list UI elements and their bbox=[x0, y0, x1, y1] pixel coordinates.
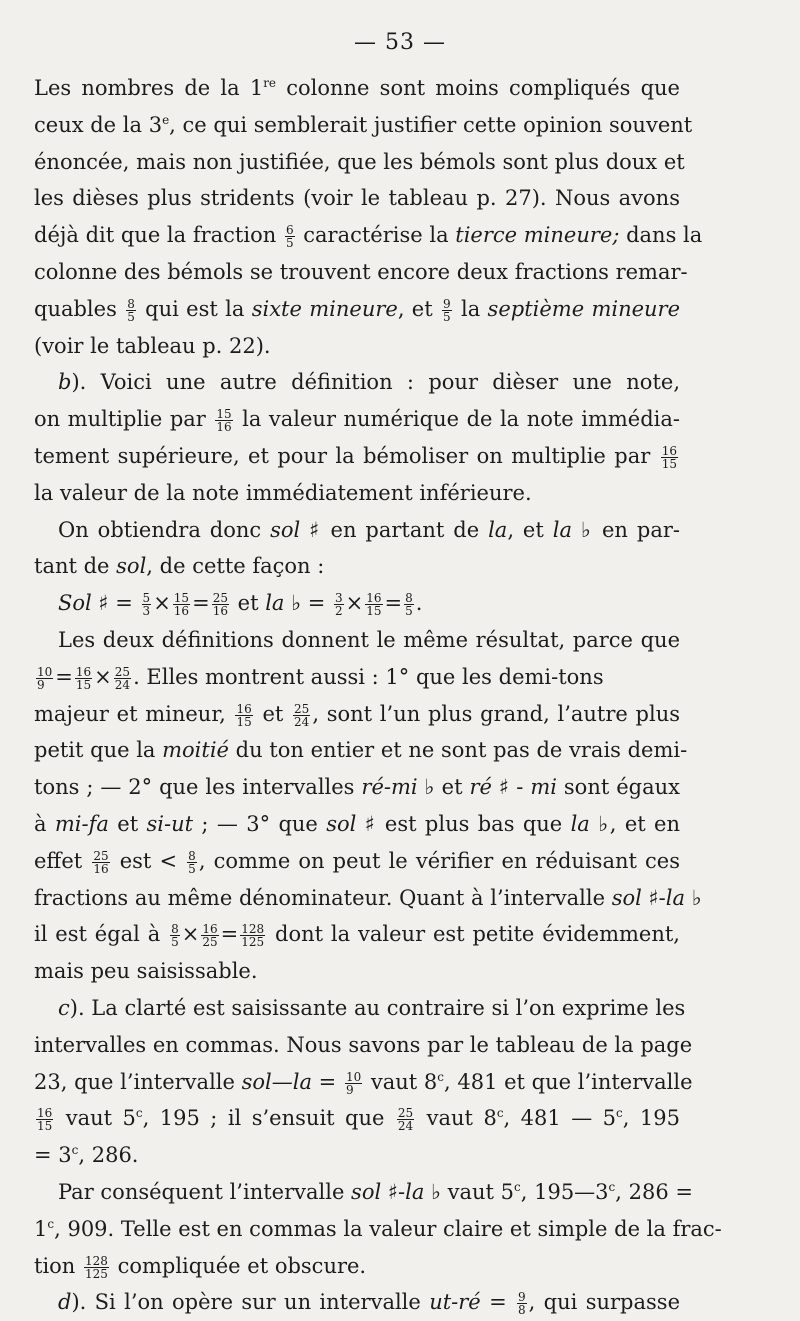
fraction-numerator: 10 bbox=[37, 664, 53, 679]
text-run: ♭ vaut 5 bbox=[424, 1179, 515, 1204]
text-run: , sont l’un plus grand, l’autre plus bbox=[312, 701, 680, 726]
text-line bbox=[34, 1174, 693, 1211]
text-run: , de cette façon : bbox=[146, 554, 325, 579]
fraction bbox=[142, 592, 152, 617]
text-run: , qui surpasse bbox=[528, 1290, 680, 1315]
fraction-numerator: 25 bbox=[294, 701, 310, 716]
italic-run: c bbox=[58, 995, 70, 1020]
text-run: déjà dit que la fraction bbox=[34, 223, 283, 248]
text-line bbox=[34, 1027, 693, 1064]
text-line bbox=[34, 990, 686, 1027]
text-run: , 195 bbox=[622, 1106, 680, 1131]
fraction bbox=[212, 592, 229, 617]
text-run: ♭ = bbox=[284, 591, 332, 616]
text-run: tement supérieure, et pour la bémoliser on multiplie par bbox=[34, 443, 659, 468]
text-run: ♯ est plus bas que bbox=[356, 811, 571, 836]
italic-run: tierce mineure; bbox=[455, 223, 620, 248]
fraction bbox=[345, 1071, 362, 1096]
text-line bbox=[34, 512, 680, 549]
fraction-denominator: 5 bbox=[127, 309, 135, 324]
fraction-denominator: 16 bbox=[93, 861, 109, 876]
fraction-denominator: 25 bbox=[202, 935, 218, 950]
fraction-denominator: 9 bbox=[345, 1082, 354, 1097]
fraction bbox=[173, 592, 190, 617]
text-run: vaut 8 bbox=[364, 1069, 438, 1094]
superscript: c bbox=[437, 1069, 445, 1084]
text-run: ♯- bbox=[381, 1179, 406, 1204]
text-line bbox=[34, 916, 680, 953]
italic-run: septième mineure bbox=[487, 296, 681, 321]
text-run: , et bbox=[397, 296, 441, 321]
fraction bbox=[84, 1255, 109, 1280]
text-run: ceux de la 3 bbox=[34, 112, 163, 137]
text-line bbox=[34, 438, 680, 475]
fraction-denominator: 15 bbox=[75, 677, 92, 692]
fraction-numerator: 5 bbox=[142, 591, 151, 606]
text-line bbox=[34, 1100, 680, 1137]
page-number: — 53 — bbox=[354, 30, 446, 55]
fraction bbox=[126, 298, 136, 323]
fraction bbox=[215, 408, 232, 433]
text-line bbox=[34, 806, 680, 843]
text-line bbox=[34, 364, 680, 401]
fraction-numerator: 8 bbox=[405, 591, 413, 606]
fraction-denominator: 8 bbox=[518, 1303, 526, 1318]
fraction-numerator: 128 bbox=[241, 922, 265, 937]
italic-run: sol bbox=[326, 811, 357, 836]
fraction-denominator: 5 bbox=[285, 236, 294, 251]
text-run: vaut 8 bbox=[416, 1106, 497, 1131]
fraction-denominator: 125 bbox=[85, 1266, 108, 1281]
italic-run: Sol bbox=[58, 591, 92, 616]
text-run: dont la valeur est petite évidemment, bbox=[267, 922, 680, 947]
fraction-denominator: 16 bbox=[173, 604, 190, 619]
text-run: = 3 bbox=[34, 1143, 72, 1168]
fraction-denominator: 15 bbox=[661, 456, 677, 471]
text-run: Les nombres de la 1 bbox=[34, 76, 264, 100]
text-run: × bbox=[153, 591, 171, 616]
text-run: On obtiendra donc bbox=[58, 517, 271, 542]
text-run: petit que la bbox=[34, 738, 163, 763]
text-run: énoncée, mais non justifiée, que les bémols sont plus doux et bbox=[34, 149, 685, 174]
text-run: et bbox=[254, 701, 292, 726]
text-run: × bbox=[345, 591, 364, 616]
text-line bbox=[34, 585, 680, 622]
fraction-numerator: 10 bbox=[345, 1069, 362, 1084]
italic-run: sol—la bbox=[241, 1069, 312, 1094]
fraction-denominator: 15 bbox=[236, 714, 252, 729]
fraction bbox=[404, 592, 414, 617]
italic-run: d bbox=[58, 1290, 72, 1315]
text-run: vaut 5 bbox=[55, 1106, 136, 1131]
fraction bbox=[240, 923, 265, 948]
text-run: , 286. bbox=[78, 1143, 139, 1168]
text-run: , 286 = bbox=[615, 1179, 693, 1204]
text-run: il est égal à bbox=[34, 922, 169, 947]
text-line bbox=[34, 107, 693, 144]
text-run: la valeur de la note immédiatement inférieure. bbox=[34, 480, 532, 505]
text-run: la bbox=[453, 296, 488, 321]
text-run: , 195 ; il s’ensuit que bbox=[142, 1106, 395, 1131]
italic-run: la bbox=[265, 591, 285, 616]
text-run: du ton entier et ne sont pas de vrais demi- bbox=[228, 738, 688, 763]
text-line bbox=[34, 880, 702, 917]
fraction-denominator: 24 bbox=[397, 1119, 414, 1134]
fraction-numerator: 8 bbox=[171, 922, 179, 937]
fraction-numerator: 25 bbox=[93, 848, 109, 863]
italic-run: la bbox=[665, 885, 686, 910]
text-run: mais peu saisissable. bbox=[34, 959, 258, 984]
italic-run: si-ut bbox=[146, 811, 194, 836]
text-run: 1 bbox=[34, 1216, 48, 1241]
text-run: tons ; — 2° que les intervalles bbox=[34, 775, 362, 800]
text-body bbox=[34, 70, 722, 1321]
fraction-numerator: 16 bbox=[236, 701, 252, 716]
text-line bbox=[34, 144, 685, 181]
text-run: , ce qui semblerait justifier cette opinion souvent bbox=[169, 112, 693, 137]
fraction bbox=[201, 923, 218, 948]
text-line bbox=[34, 1064, 693, 1101]
text-line bbox=[34, 1137, 680, 1174]
text-run: 23, que l’intervalle bbox=[34, 1069, 242, 1094]
text-run: on multiplie par bbox=[34, 407, 214, 432]
italic-run: mi-fa bbox=[54, 811, 109, 836]
fraction bbox=[170, 923, 180, 948]
superscript: re bbox=[263, 76, 277, 90]
text-run: à bbox=[34, 811, 55, 836]
text-line bbox=[34, 1248, 680, 1285]
text-line bbox=[34, 328, 680, 365]
italic-run: sol bbox=[611, 885, 642, 910]
text-run: ; — 3° que bbox=[193, 811, 327, 836]
italic-run: sol bbox=[351, 1179, 382, 1204]
italic-run: la bbox=[552, 517, 572, 542]
text-run: = bbox=[384, 591, 403, 616]
text-run: = bbox=[192, 591, 210, 616]
superscript: c bbox=[135, 1106, 143, 1121]
text-run: fractions au même dénominateur. Quant à l’intervalle bbox=[34, 885, 612, 910]
italic-run: la bbox=[570, 811, 590, 836]
text-run: . bbox=[415, 591, 423, 616]
fraction-numerator: 25 bbox=[212, 591, 228, 606]
text-line bbox=[34, 401, 680, 438]
fraction bbox=[517, 1291, 527, 1316]
fraction-numerator: 16 bbox=[661, 443, 677, 458]
text-run: majeur et mineur, bbox=[34, 701, 234, 726]
text-run: ♭, et en bbox=[589, 811, 681, 836]
fraction-numerator: 15 bbox=[216, 407, 232, 422]
italic-run: ut-ré bbox=[429, 1290, 481, 1315]
fraction bbox=[92, 850, 109, 875]
text-run: = bbox=[220, 922, 239, 947]
text-run: tant de bbox=[34, 554, 117, 579]
fraction-denominator: 16 bbox=[216, 420, 232, 435]
fraction bbox=[365, 592, 382, 617]
text-run: , 481 et que l’intervalle bbox=[444, 1069, 693, 1094]
superscript: e bbox=[162, 112, 170, 127]
fraction-numerator: 16 bbox=[75, 664, 92, 679]
fraction-numerator: 15 bbox=[173, 591, 190, 606]
text-run: intervalles en commas. Nous savons par le tableau de la page bbox=[34, 1032, 693, 1057]
superscript: c bbox=[616, 1106, 623, 1121]
text-line bbox=[34, 254, 688, 291]
text-line bbox=[34, 622, 680, 659]
italic-run: mi bbox=[530, 775, 557, 800]
italic-run: ré bbox=[469, 775, 492, 800]
text-run: ♭ bbox=[685, 885, 702, 910]
fraction bbox=[661, 445, 678, 470]
fraction-denominator: 15 bbox=[366, 604, 382, 619]
superscript: c bbox=[514, 1179, 521, 1194]
text-line bbox=[34, 696, 680, 733]
fraction-numerator: 9 bbox=[518, 1290, 526, 1305]
fraction bbox=[114, 666, 131, 691]
text-run: est < bbox=[111, 848, 186, 873]
text-run: ). La clarté est saisissante au contraire si l’on exprime les bbox=[69, 995, 686, 1020]
fraction bbox=[187, 850, 197, 875]
fraction-numerator: 16 bbox=[202, 922, 218, 937]
text-run: , 909. Telle est en commas la valeur claire et simple de la frac- bbox=[54, 1216, 722, 1241]
fraction-numerator: 16 bbox=[366, 591, 382, 606]
fraction bbox=[235, 703, 252, 728]
fraction bbox=[397, 1107, 414, 1132]
text-run: Par conséquent l’intervalle bbox=[58, 1179, 352, 1204]
text-run: ♯ - bbox=[491, 775, 531, 800]
text-run: la valeur numérique de la note immédia- bbox=[234, 407, 681, 432]
fraction bbox=[285, 224, 295, 249]
fraction-numerator: 128 bbox=[85, 1253, 108, 1268]
text-run: colonne sont moins compliqués que bbox=[276, 76, 680, 100]
text-line bbox=[34, 548, 680, 585]
text-run: , 481 — 5 bbox=[503, 1106, 617, 1131]
text-run: ). Voici une autre définition : pour dièser une note, bbox=[71, 370, 680, 395]
text-line bbox=[34, 843, 680, 880]
fraction-denominator: 125 bbox=[241, 935, 265, 950]
text-line bbox=[34, 732, 688, 769]
italic-run: moitié bbox=[162, 738, 229, 763]
fraction-denominator: 2 bbox=[334, 604, 343, 619]
text-run: Les deux définitions donnent le même résultat, parce que bbox=[58, 627, 680, 652]
text-run: tion bbox=[34, 1253, 82, 1278]
text-run: sont égaux bbox=[556, 775, 680, 800]
fraction-numerator: 8 bbox=[127, 296, 135, 311]
text-run: = bbox=[311, 1069, 343, 1094]
text-line bbox=[34, 291, 680, 328]
text-line bbox=[34, 217, 703, 254]
text-line bbox=[34, 1284, 680, 1321]
text-run: les dièses plus stridents (voir le tableau p. 27). Nous avons bbox=[34, 186, 680, 211]
text-run: ♭ en par- bbox=[571, 517, 680, 542]
italic-run: sol bbox=[116, 554, 147, 579]
fraction-denominator: 15 bbox=[37, 1119, 53, 1134]
text-line bbox=[34, 659, 680, 696]
text-line bbox=[34, 475, 680, 512]
italic-run: sol bbox=[270, 517, 301, 542]
text-line bbox=[34, 953, 680, 990]
text-run: × bbox=[181, 922, 200, 947]
text-line bbox=[34, 70, 680, 107]
superscript: c bbox=[608, 1179, 616, 1194]
fraction-denominator: 9 bbox=[37, 677, 45, 692]
fraction-numerator: 8 bbox=[188, 848, 196, 863]
superscript: c bbox=[47, 1216, 55, 1231]
text-line bbox=[34, 180, 680, 217]
fraction-denominator: 24 bbox=[114, 677, 131, 692]
italic-run: sixte mineure bbox=[251, 296, 398, 321]
italic-run: la bbox=[405, 1179, 425, 1204]
fraction bbox=[442, 298, 452, 323]
text-run: ♯ = bbox=[91, 591, 140, 616]
text-run: caractérise la bbox=[296, 223, 456, 248]
italic-run: la bbox=[488, 517, 508, 542]
fraction-numerator: 6 bbox=[285, 223, 294, 238]
text-run: (voir le tableau p. 22). bbox=[34, 333, 271, 358]
fraction-denominator: 3 bbox=[142, 604, 151, 619]
text-run: = bbox=[55, 664, 73, 689]
text-line bbox=[34, 1211, 722, 1248]
text-run: dans la bbox=[619, 223, 703, 248]
superscript: c bbox=[71, 1143, 79, 1158]
text-run: × bbox=[94, 664, 112, 689]
fraction bbox=[293, 703, 310, 728]
text-run: qui est la bbox=[137, 296, 252, 321]
text-run: , 195—3 bbox=[520, 1179, 609, 1204]
fraction bbox=[36, 1107, 53, 1132]
text-run: et bbox=[230, 591, 266, 616]
fraction-denominator: 5 bbox=[188, 861, 196, 876]
fraction-numerator: 9 bbox=[443, 296, 451, 311]
text-run: , comme on peut le vérifier en réduisant ces bbox=[198, 848, 681, 873]
fraction bbox=[75, 666, 92, 691]
text-run: . Elles montrent aussi : 1° que les demi-tons bbox=[133, 664, 604, 689]
fraction bbox=[36, 666, 53, 691]
text-run: colonne des bémols se trouvent encore deux fractions remar- bbox=[34, 259, 688, 284]
text-run: effet bbox=[34, 848, 91, 873]
fraction-numerator: 25 bbox=[114, 664, 131, 679]
fraction bbox=[334, 592, 344, 617]
italic-run: b bbox=[58, 370, 72, 395]
text-run: = bbox=[480, 1290, 516, 1315]
fraction-numerator: 25 bbox=[397, 1106, 414, 1121]
fraction-numerator: 16 bbox=[37, 1106, 53, 1121]
fraction-denominator: 24 bbox=[294, 714, 310, 729]
fraction-denominator: 5 bbox=[405, 604, 413, 619]
text-run: , et bbox=[507, 517, 553, 542]
text-line bbox=[34, 769, 680, 806]
text-run: compliquée et obscure. bbox=[110, 1253, 367, 1278]
italic-run: ré-mi bbox=[361, 775, 418, 800]
text-run: ♭ et bbox=[417, 775, 470, 800]
fraction-numerator: 3 bbox=[334, 591, 343, 606]
fraction-denominator: 16 bbox=[212, 604, 228, 619]
text-run: et bbox=[108, 811, 147, 836]
text-run: ♯- bbox=[641, 885, 666, 910]
superscript: c bbox=[496, 1106, 504, 1121]
text-run: ). Si l’on opère sur un intervalle bbox=[71, 1290, 430, 1315]
fraction-denominator: 5 bbox=[171, 935, 179, 950]
fraction-denominator: 5 bbox=[443, 309, 451, 324]
text-run: ♯ en partant de bbox=[300, 517, 489, 542]
text-run: quables bbox=[34, 296, 125, 321]
